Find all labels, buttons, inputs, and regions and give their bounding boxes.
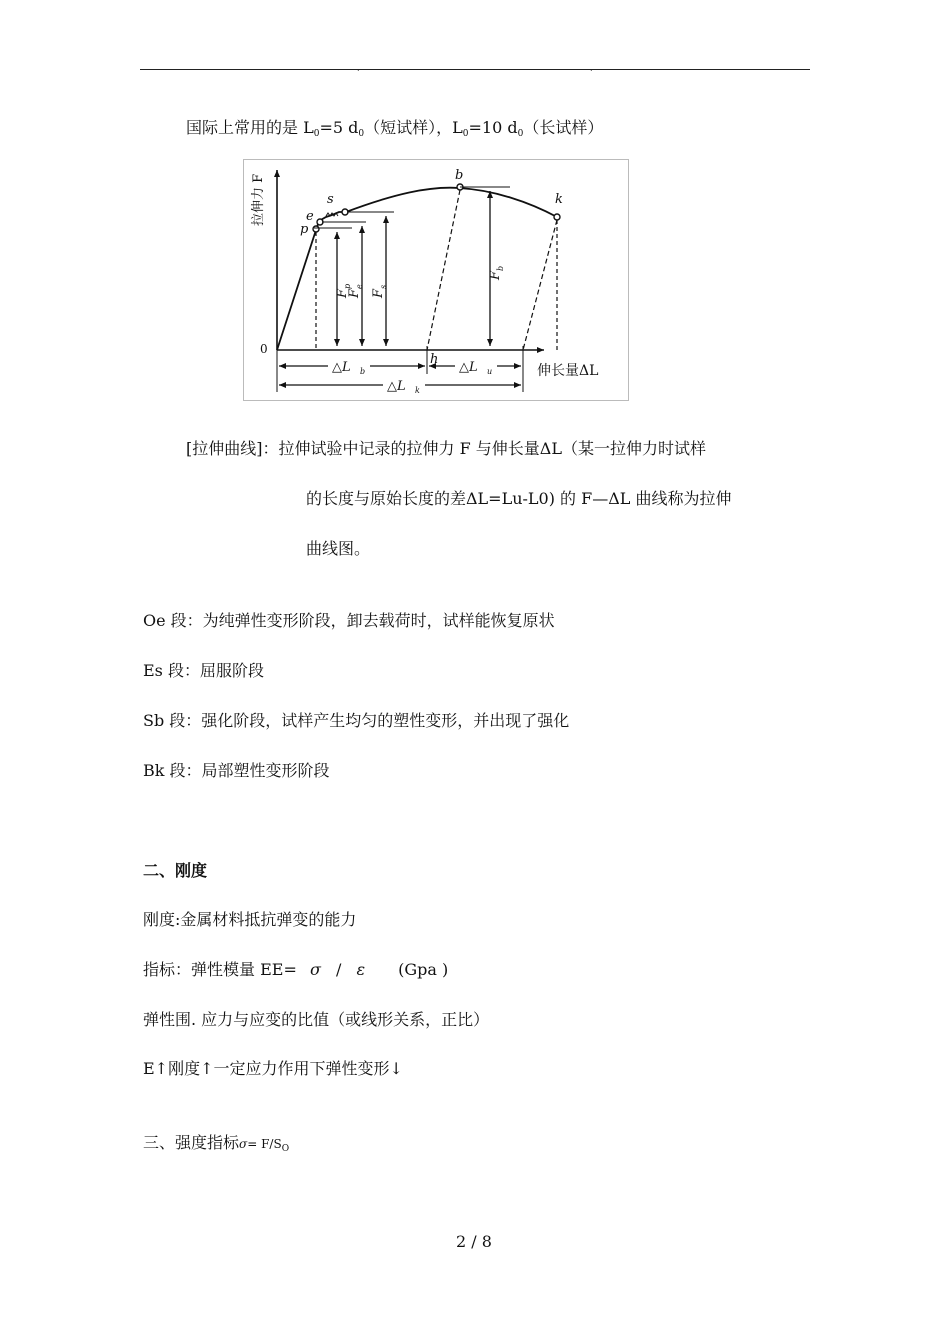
dim-lb-sub: b — [360, 367, 366, 376]
definition-line-3: 曲线图。 — [306, 539, 371, 558]
k-unload-line — [523, 220, 557, 350]
y-axis-label: 拉伸力 F — [251, 173, 266, 226]
fs-label — [371, 285, 388, 299]
dim-lk-label: △L — [387, 379, 406, 394]
definition-line-2: 的长度与原始长度的差ΔL=Lu-L0) 的 F—ΔL 曲线称为拉伸 — [306, 489, 732, 508]
stage-bk: Bk 段：局部塑性变形阶段 — [143, 761, 330, 780]
section3-heading-line — [143, 1130, 289, 1154]
page-number: 2 / 8 — [456, 1232, 492, 1251]
strength-formula: $\sigma= F/S_O$ — [239, 1137, 290, 1154]
label-b: b — [455, 168, 464, 183]
b-unload-line — [427, 190, 460, 350]
section2-heading: 二、刚度 — [143, 861, 208, 880]
stiffness-definition: 刚度:金属材料抵抗弹变的能力 — [143, 910, 357, 929]
stage-es: Es 段：屈服阶段 — [143, 661, 264, 680]
svg-text:e: e — [355, 284, 364, 289]
svg-text:F: F — [488, 270, 503, 280]
stage-oe: Oe 段：为纯弹性变形阶段，卸去载荷时，试样能恢复原状 — [143, 611, 555, 630]
definition-line-1: [拉伸曲线]：拉伸试验中记录的拉伸力 F 与伸长量ΔL（某一拉伸力时试样 — [186, 439, 706, 458]
tensile-curve-svg — [244, 160, 628, 400]
section3-heading: 三、强度指标 — [143, 1133, 240, 1152]
stage-sb: Sb 段：强化阶段，试样产生均匀的塑性变形，并出现了强化 — [143, 711, 570, 730]
tensile-curve — [277, 188, 557, 350]
svg-text:F: F — [371, 288, 386, 298]
svg-text:F: F — [335, 288, 350, 298]
header-dot-left: . — [357, 64, 360, 73]
label-s: s — [327, 192, 334, 207]
point-p-marker — [313, 226, 319, 232]
point-k-marker — [554, 214, 560, 220]
dim-lk-sub: k — [415, 386, 420, 395]
tensile-curve-figure — [243, 159, 629, 401]
stiffness-index-line: 指标：弹性模量 EE= σ / ε (Gpa ) — [143, 960, 449, 979]
stiffness-rule-line: E↑刚度↑一定应力作用下弹性变形↓ — [143, 1059, 403, 1078]
x-axis-label: 伸长量ΔL — [537, 363, 599, 379]
header-dot-right: . — [590, 64, 593, 73]
header-rule — [140, 69, 810, 70]
label-p: p — [300, 222, 309, 237]
elastic-range-line: 弹性围. 应力与应变的比值（或线形关系，正比） — [143, 1010, 490, 1029]
label-h: h — [430, 352, 439, 367]
svg-text:F: F — [347, 288, 362, 298]
dim-lu-sub: u — [487, 367, 493, 376]
origin-label: 0 — [260, 342, 268, 356]
svg-text:s: s — [379, 284, 388, 289]
definition-term: [拉伸曲线] — [186, 439, 263, 458]
label-e: e — [306, 209, 314, 224]
svg-text:p: p — [343, 283, 352, 289]
specimen-length-line: 国际上常用的是 $L_0=5$ $d_0$（短试样），$L_0=10$ $d_0$（长试样） — [186, 118, 604, 139]
dim-lb-label: △L — [332, 360, 351, 375]
dim-lu-label: △L — [459, 360, 478, 375]
label-k: k — [555, 192, 563, 207]
svg-text:b: b — [496, 265, 505, 271]
